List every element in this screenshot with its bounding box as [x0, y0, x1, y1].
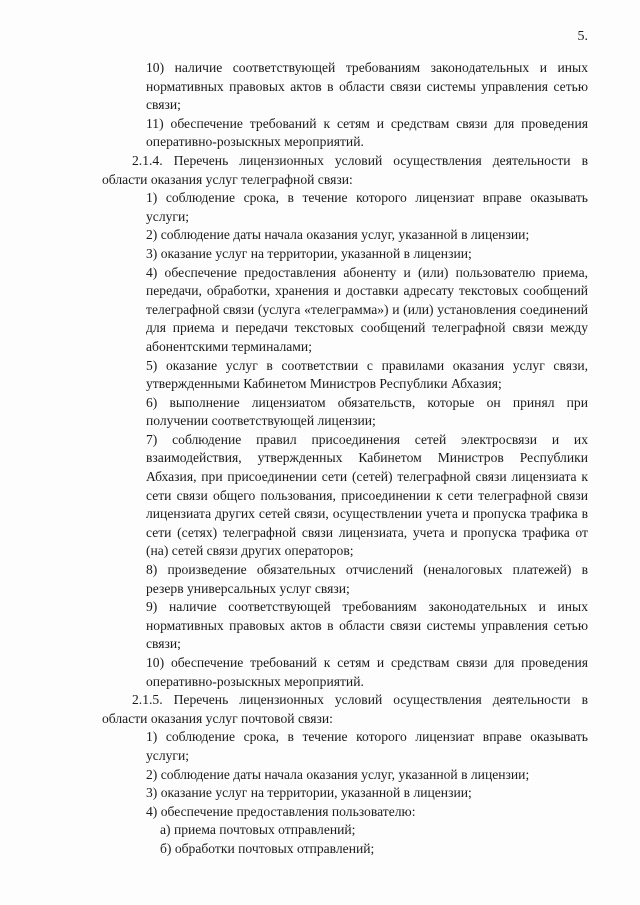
list-item: 11) обеспечение требований к сетям и средствам связи для проведения оперативно-розыскных мероприятий. — [146, 115, 588, 150]
list-item: 6) выполнение лицензиатом обязательств, которые он принял при получении соответствующей лицензии; — [146, 394, 588, 429]
list-item: 4) обеспечение предоставления абоненту и (или) пользователю приема, передачи, обработки, хранения и доставки адресату текстовых сообщений телеграфной связи (услуга «телеграмма») и (или) установления соединений для приема и передачи текстовых сообщений телеграфной связи между абонентскими терминалами; — [146, 264, 588, 354]
list-item: 1) соблюдение срока, в течение которого лицензиат вправе оказывать услуги; — [146, 729, 588, 763]
list-item: 1) соблюдение срока, в течение которого лицензиат вправе оказывать услуги; — [146, 190, 588, 224]
sub-list-item: а) приема почтовых отправлений; — [160, 822, 356, 838]
list-item: 2) соблюдение даты начала оказания услуг, указанной в лицензии; — [146, 227, 530, 243]
sub-list-item: б) обработки почтовых отправлений; — [160, 840, 375, 856]
section-heading: 2.1.5. Перечень лицензионных условий осуществления деятельности в области оказания услуг почтовой связи: — [102, 692, 588, 726]
document-body — [102, 59, 588, 859]
list-item: 3) оказание услуг на территории, указанной в лицензии; — [146, 785, 472, 801]
list-item: 7) соблюдение правил присоединения сетей электросвязи и их взаимодействия, утвержденных Кабинетом Министров Республики Абхазия, при присоединении сети (сетей) телеграфной связи лицензиата к сети связи общего пользования, присоединении к сети телеграфной связи лицензиата других сетей связи, осуществлении учета и пропуска трафика в сети (сетях) телеграфной связи лицензиата, учета и пропуска трафика от (на) сетей связи других операторов; — [146, 431, 588, 559]
list-item: 4) обеспечение предоставления пользователю: — [146, 803, 416, 819]
list-item: 2) соблюдение даты начала оказания услуг, указанной в лицензии; — [146, 766, 530, 782]
list-item: 5) оказание услуг в соответствии с правилами оказания услуг связи, утвержденными Кабинетом Министров Республики Абхазия; — [146, 357, 588, 392]
section-heading: 2.1.4. Перечень лицензионных условий осуществления деятельности в области оказания услуг телеграфной связи: — [102, 152, 588, 187]
list-item: 10) наличие соответствующей требованиям законодательных и иных нормативных правовых актов в области связи системы управления сетью связи; — [146, 60, 588, 113]
list-item: 10) обеспечение требований к сетям и средствам связи для проведения оперативно-розыскных мероприятий. — [146, 655, 588, 689]
list-item: 3) оказание услуг на территории, указанной в лицензии; — [146, 245, 472, 261]
page-number: 5. — [577, 29, 588, 44]
list-item: 9) наличие соответствующей требованиям законодательных и иных нормативных правовых актов в области связи системы управления сетью связи; — [146, 599, 588, 652]
list-item: 8) произведение обязательных отчислений (неналоговых платежей) в резерв универсальных услуг связи; — [146, 562, 588, 596]
